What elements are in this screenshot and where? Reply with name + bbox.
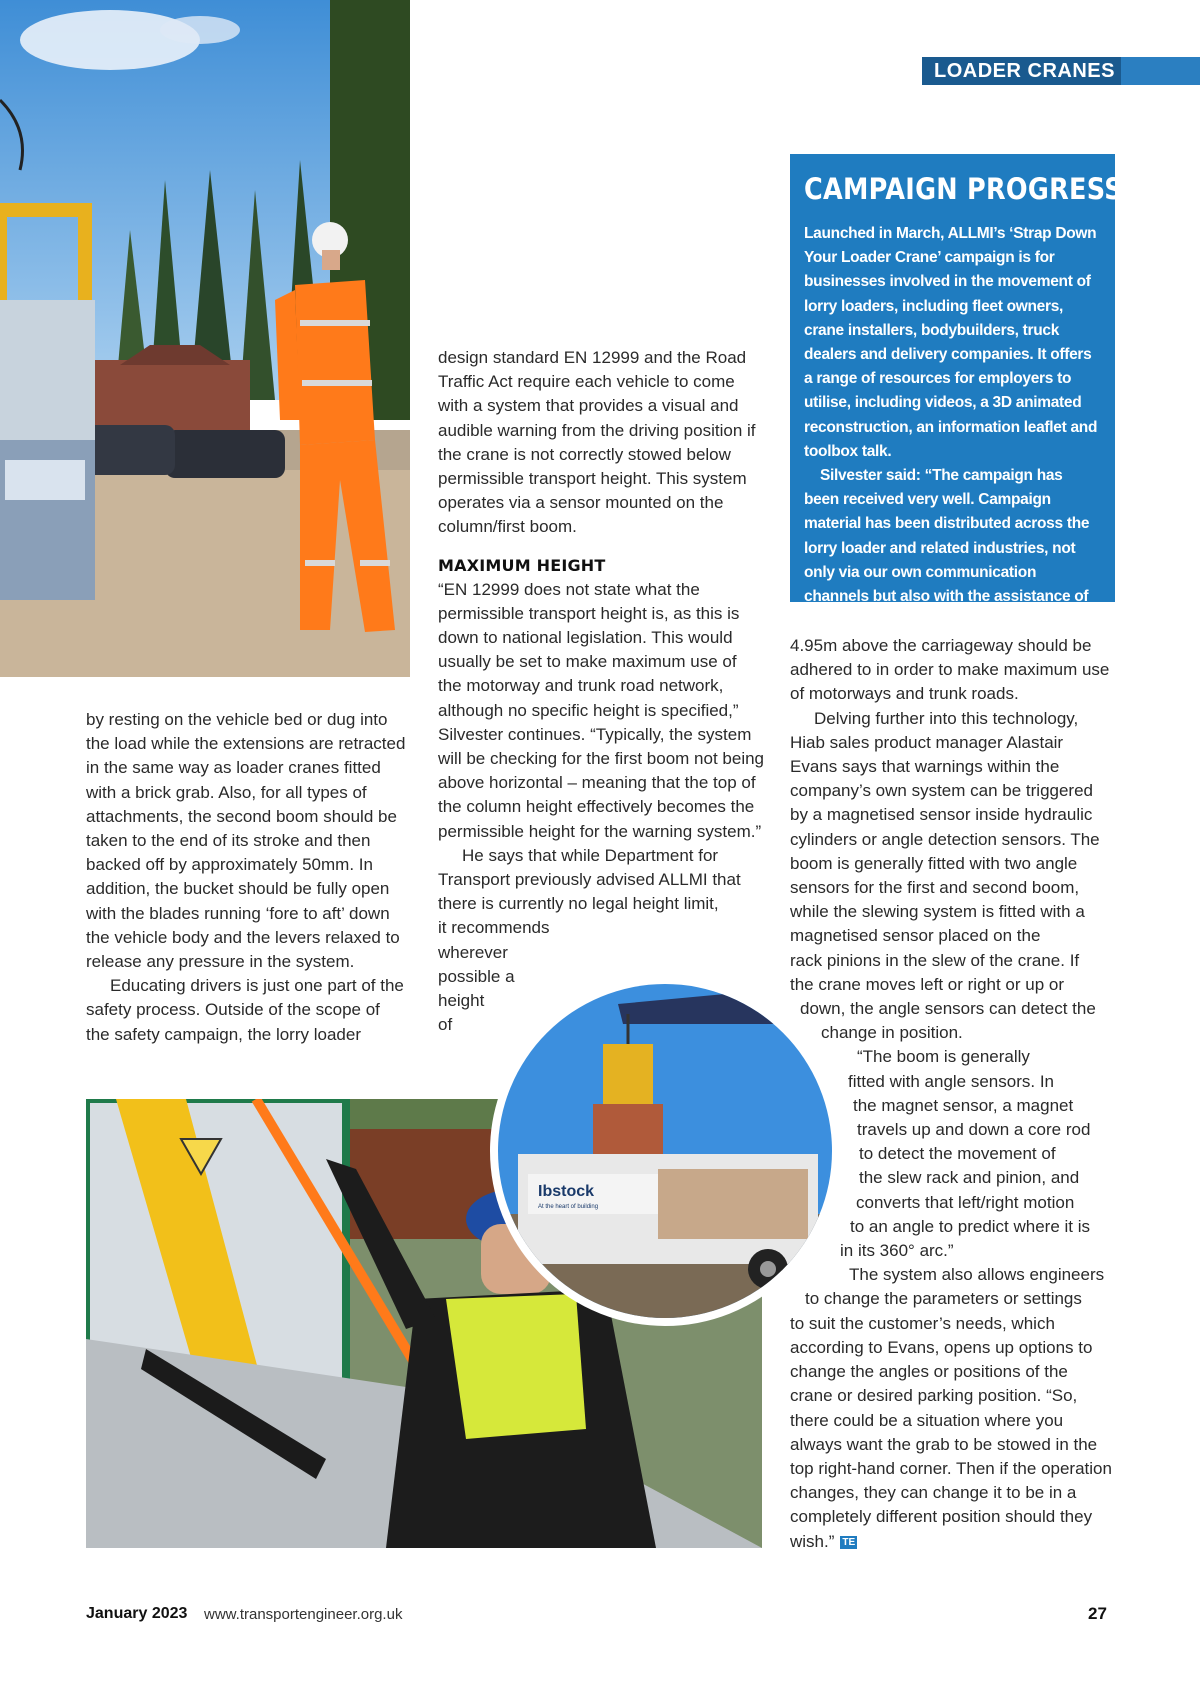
page-number: 27 bbox=[1088, 1604, 1107, 1623]
campaign-progress-box bbox=[790, 154, 1123, 630]
column3-para-end-text: according to Evans, opens up options to change the angles or positions of the crane or desired parking position. “So, there could be a situation where you always want the grab to be stowed in the top right-hand corner. Then if the operation changes, they can change it to be in a completely different position should they wish.” bbox=[790, 1337, 1112, 1551]
column2-para-3: He says that while Department for Transport previously advised ALLMI that there is currently no legal height limit, bbox=[438, 845, 741, 914]
column3-wrap-line: converts that left/right motion bbox=[856, 1192, 1075, 1212]
column2-wrap-2: wherever bbox=[438, 942, 508, 962]
column3-wrap-line: to an angle to predict where it is bbox=[850, 1216, 1091, 1236]
column3-para-1: 4.95m above the carriageway should be adhered to in order to make maximum use of motorways and trunk roads. bbox=[790, 636, 1110, 704]
column3-para-2: Delving further into this technology, Hiab sales product manager Alastair Evans says that warnings within the company’s own system can be triggered by a magnetised sensor inside hydraulic cylinders or angle detection sensors. The boom is generally fitted with two angle sensors for the first and second boom, while the slewing system is fitted with a magnetised sensor placed on the bbox=[790, 708, 1100, 946]
truck-crane-circle-photo bbox=[490, 976, 840, 1326]
truck-tagline: At the heart of building bbox=[538, 1204, 599, 1210]
column3-wrap-line: down, the angle sensors can detect the bbox=[800, 999, 1096, 1019]
article-column-2 bbox=[438, 346, 764, 1037]
campaign-para-1: Launched in March, ALLMI’s ‘Strap Down Your Loader Crane’ campaign is for businesses involved in the movement of lorry loaders, including fleet owners, crane installers, bodybuilders, truck dealers and delivery companies. It offers a range of resources for employers to utilise, including videos, a 3D animated reconstruction, an information leaflet and toolbox talk. bbox=[804, 225, 1098, 460]
column2-para-2: “EN 12999 does not state what the permissible transport height is, as this is down to national legislation. This would usually be set to make maximum use of the motorway and trunk road network, although no specific height is specified,” Silvester continues. “Typically, the system will be checking for the first boom not being above horizontal – meaning that the top of the column height effectively becomes the permissible height for the warning system.” bbox=[438, 579, 765, 841]
column2-wrap-3: possible a bbox=[438, 966, 515, 986]
column1-para-1: by resting on the vehicle bed or dug into the load while the extensions are retracted in the same way as loader cranes fitted with a brick grab. Also, for all types of attachments, the second boom should be taken to the end of its stroke and then backed off by approximately 50mm. In addition, the bucket should be fully open with the blades running ‘fore to aft’ down the vehicle body and the levers relaxed to release any pressure in the system. bbox=[86, 710, 406, 972]
column3-wrap-line: the crane moves left or right or up or bbox=[790, 974, 1065, 994]
truck-crane-image bbox=[498, 984, 832, 1318]
column3-wrap-line: fitted with angle sensors. In bbox=[848, 1071, 1055, 1091]
column2-wrap-4: height bbox=[438, 991, 485, 1011]
column3-wrap-line: “The boom is generally bbox=[857, 1047, 1030, 1067]
column3-wrap-line: travels up and down a core rod bbox=[857, 1120, 1091, 1140]
column3-wrap-line: change in position. bbox=[821, 1023, 963, 1043]
end-of-article-badge: TE bbox=[842, 1536, 856, 1548]
campaign-title: CAMPAIGN PROGRESS bbox=[804, 172, 1123, 206]
column3-wrap-line: the magnet sensor, a magnet bbox=[853, 1095, 1074, 1115]
maximum-height-subhead: MAXIMUM HEIGHT bbox=[438, 555, 606, 575]
column3-wrap-line: to detect the movement of bbox=[859, 1144, 1056, 1164]
article-column-1 bbox=[86, 708, 406, 1047]
issue-date: January 2023 bbox=[86, 1605, 188, 1622]
section-bar bbox=[1121, 57, 1200, 85]
column2-wrap-5: of bbox=[438, 1015, 453, 1035]
column3-wrap-line: The system also allows engineers bbox=[849, 1265, 1105, 1285]
column3-para-end bbox=[790, 1336, 1115, 1554]
column2-para-1: design standard EN 12999 and the Road Traffic Act require each vehicle to come with a system that provides a visual and audible warning from the driving position if the crane is not correctly stowed below permissible transport height. This system operates via a sensor mounted on the column/first boom. bbox=[438, 348, 756, 537]
column3-wrap-line: to change the parameters or settings bbox=[805, 1289, 1082, 1309]
website-link[interactable]: www.transportengineer.org.uk bbox=[204, 1606, 403, 1623]
column3-wrap-line: to suit the customer’s needs, which bbox=[790, 1313, 1055, 1333]
worker-photo bbox=[0, 0, 410, 677]
campaign-para-2: Silvester said: “The campaign has been received very well. Campaign material has been distributed across the lorry loader and related industries, not only via our own communication channels but also with the assistance of other related trade associations.” bbox=[804, 467, 1090, 630]
column1-para-2: Educating drivers is just one part of the safety process. Outside of the scope of the safety campaign, the lorry loader bbox=[86, 976, 404, 1044]
column3-wrap-line: the slew rack and pinion, and bbox=[859, 1168, 1080, 1188]
column3-wrap-line: rack pinions in the slew of the crane. If bbox=[790, 950, 1080, 970]
article-column-3 bbox=[790, 634, 1115, 1554]
truck-sign: Ibstock bbox=[538, 1183, 595, 1200]
column3-wrap-line: in its 360° arc.” bbox=[840, 1241, 954, 1261]
column2-wrap-1: it recommends bbox=[438, 918, 550, 938]
section-label: LOADER CRANES bbox=[922, 57, 1127, 85]
worker-photo-image bbox=[0, 0, 410, 677]
